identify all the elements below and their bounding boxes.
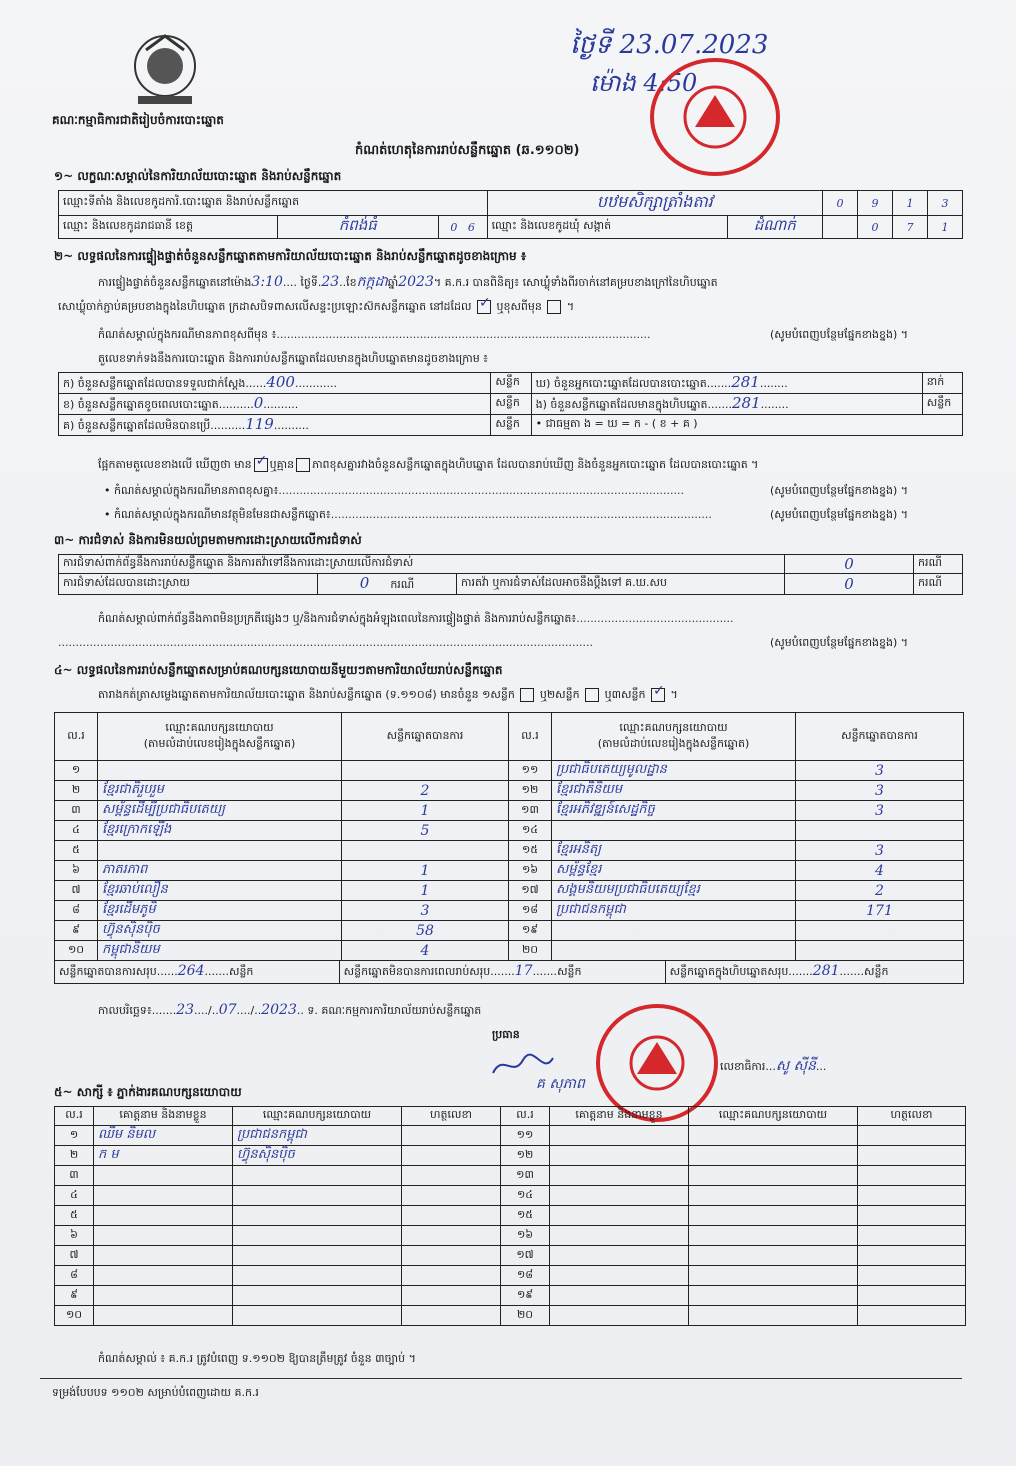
appeal-count: 0 [785, 574, 914, 595]
result-no: ៧ [55, 881, 98, 901]
province-value: កំពង់ធំ [278, 216, 439, 239]
result-no: ៩ [55, 921, 98, 941]
result-row [55, 761, 964, 781]
date-line: កាលបរិច្ឆេទ៖.......23..../..07..../..2023.. ទ. គណៈកម្មការការិយាល័យរាប់សន្លឹកឆ្នោត [98, 1002, 482, 1018]
note-hint: (សូមបំពេញបន្ថែមផ្នែកខាងខ្នង) ។ [770, 328, 909, 341]
result-no: ១១ [509, 761, 552, 781]
witness-row [55, 1146, 966, 1166]
witness-no: ៩ [55, 1286, 94, 1306]
col-party-sub: (តាមលំដាប់លេខរៀងក្នុងសន្លឹកឆ្នោត) [597, 736, 750, 750]
code-digit: 0 [823, 191, 858, 216]
witness-no: ៣ [55, 1166, 94, 1186]
chair-title: ប្រធាន [492, 1028, 520, 1041]
witness-name [550, 1226, 689, 1246]
result-no: ១៤ [509, 821, 552, 841]
commune-label: ឈ្មោះ និងលេខកូដឃុំ សង្កាត់ [487, 216, 727, 239]
witness-row [55, 1226, 966, 1246]
form-footer: ទម្រង់បែបបទ ១១០២ សម្រាប់បំពេញដោយ គ.ក.រ [52, 1386, 259, 1399]
irregularity-hint: (សូមបំពេញបន្ថែមផ្នែកខាងខ្នង) ។ [770, 636, 909, 649]
witness-name [550, 1246, 689, 1266]
section2-heading: ២~ លទ្ធផលនៃការផ្ទៀងផ្ទាត់ចំនួនសន្លឹកឆ្នោតតាមការិយាល័យបោះឆ្នោត និងរាប់សន្លឹកឆ្នោតដូចខាងក្រោម ៖ [54, 249, 527, 263]
code-digit: 0 [858, 216, 893, 239]
result-party: ប្រជាធិបតេយ្យមូលដ្ឋាន [552, 761, 796, 781]
result-no: ១៥ [509, 841, 552, 861]
bullet-difference-hint: (សូមបំពេញបន្ថែមផ្នែកខាងខ្នង) ។ [770, 484, 909, 497]
result-votes: 5 [342, 821, 509, 841]
witness-no: ១ [55, 1126, 94, 1146]
total-invalid-label: សន្លឹកឆ្នោតមិនបានការពេលរាប់សរុប [343, 965, 491, 978]
witness-signature [402, 1306, 501, 1326]
witness-signature [858, 1186, 966, 1206]
result-no: ២ [55, 781, 98, 801]
result-no: ១៣ [509, 801, 552, 821]
result-party: ខ្មែរជាតិនិយម [552, 781, 796, 801]
witness-no: ១០ [55, 1306, 94, 1326]
result-party: ខ្មែរក្រោកឡើង [98, 821, 342, 841]
witness-party [689, 1166, 858, 1186]
witness-no: ១៧ [501, 1246, 550, 1266]
footnote: កំណត់សម្គាល់ ៖ គ.ក.រ ត្រូវបំពេញ ទ.១១០២ ឱ្យបានត្រឹមត្រូវ ចំនួន ៣ច្បាប់ ។ [98, 1352, 416, 1365]
witness-table [54, 1106, 966, 1326]
witness-name [94, 1166, 233, 1186]
result-votes: 3 [796, 801, 964, 821]
witness-signature [402, 1286, 501, 1306]
witness-party [689, 1306, 858, 1326]
result-votes: 1 [342, 801, 509, 821]
irregularity-dots: ......................................................................................................................................................... [58, 636, 593, 649]
unit-label: ករណី [914, 574, 963, 595]
witness-row [55, 1126, 966, 1146]
col-no: ល.រ [55, 1107, 94, 1126]
witness-row [55, 1266, 966, 1286]
result-row [55, 881, 964, 901]
result-no: ១២ [509, 781, 552, 801]
bullet-foreign-hint: (សូមបំពេញបន្ថែមផ្នែកខាងខ្នង) ។ [770, 508, 909, 521]
witness-name [94, 1246, 233, 1266]
counts-table [58, 372, 963, 436]
code-digit: 7 [893, 216, 928, 239]
result-party: ហ៊្វុនស៊ិនប៉ិច [98, 921, 342, 941]
result-party: ប្រជាជនកម្ពុជា [552, 901, 796, 921]
result-votes: 3 [796, 781, 964, 801]
code-digit: 9 [858, 191, 893, 216]
col-party-sub: (តាមលំដាប់លេខរៀងក្នុងសន្លឹកឆ្នោត) [143, 736, 296, 750]
witness-party [689, 1126, 858, 1146]
section5-heading: ៥~ សាក្សី ៖ ភ្នាក់ងារគណបក្សនយោបាយ [54, 1085, 242, 1099]
objection-label: ការជំទាស់ពាក់ព័ន្ធនឹងការរាប់សន្លឹកឆ្នោត និងការតវ៉ាទៅនឹងការដោះស្រាយលើការជំទាស់ [59, 555, 785, 574]
result-votes [796, 821, 964, 841]
witness-party [689, 1186, 858, 1206]
witness-name [550, 1186, 689, 1206]
col-party: ឈ្មោះគណបក្សនយោបាយ [689, 1107, 858, 1126]
section2-paragraph2: សោឃ្លុំចាក់ភ្ជាប់គម្របខាងក្នុងនៃហិបឆ្នោត ក្រដាសបិទពាសលើសន្ទះប្រឡោះស៊កសន្លឹកឆ្នោត នៅដដែល ✓ ឬខុសពីមុន ។ [58, 300, 574, 316]
witness-party [689, 1246, 858, 1266]
count-row: ក) ចំនួនសន្លឹកឆ្នោតដែលបានទទួលជាក់ស្តែង......400............ សន្លឹក ឃ) ចំនួនអ្នកបោះឆ្នោតដែលបានបោះឆ្នោត.......281........ នាក់ [59, 373, 963, 394]
witness-signature [858, 1206, 966, 1226]
result-no: ២០ [509, 941, 552, 961]
witness-row [55, 1286, 966, 1306]
result-party: កម្ពុជានិយម [98, 941, 342, 961]
witness-signature [858, 1306, 966, 1326]
result-party: សង្គមនិយមប្រជាធិបតេយ្យខ្មែរ [552, 881, 796, 901]
witness-row [55, 1246, 966, 1266]
result-party: ភាតរភាព [98, 861, 342, 881]
result-party: ខ្មែរដើមភូមិ [98, 901, 342, 921]
witness-signature [858, 1166, 966, 1186]
result-no: ១០ [55, 941, 98, 961]
code-digit: 3 [928, 191, 963, 216]
checkbox-same[interactable] [477, 300, 491, 314]
witness-party [233, 1226, 402, 1246]
witness-no: ១៨ [501, 1266, 550, 1286]
witness-name [550, 1266, 689, 1286]
witness-party [233, 1166, 402, 1186]
result-votes [342, 761, 509, 781]
result-row [55, 801, 964, 821]
witness-signature [858, 1266, 966, 1286]
witness-party [233, 1266, 402, 1286]
witness-signature [402, 1266, 501, 1286]
col-party: ឈ្មោះគណបក្សនយោបាយ [233, 1107, 402, 1126]
witness-signature [858, 1286, 966, 1306]
col-sign: ហត្ថលេខា [402, 1107, 501, 1126]
result-votes: 58 [342, 921, 509, 941]
witness-signature [402, 1166, 501, 1186]
result-no: ១៦ [509, 861, 552, 881]
witness-row [55, 1166, 966, 1186]
result-party [552, 821, 796, 841]
bullet-foreign-object: • កំណត់សម្គាល់ក្នុងករណីមានវត្ថុមិនមែនជាសន្លឹកឆ្នោត៖............................................................................................................. [104, 508, 712, 521]
witness-no: ១៣ [501, 1166, 550, 1186]
witness-name [94, 1206, 233, 1226]
section1-table [58, 190, 963, 239]
witness-party [233, 1306, 402, 1326]
commune-value: ដំណាក់ [727, 216, 822, 239]
witness-name [550, 1306, 689, 1326]
witness-row [55, 1206, 966, 1226]
section2-paragraph1: ការផ្ទៀងផ្ទាត់ចំនួនសន្លឹកឆ្នោតនៅម៉ោង3:10.... ថ្ងៃទី.23..ខែកក្កដាឆ្នាំ2023។ គ.ក.រ បានពិនិត្យ៖ សោឃ្លុំទាំងពីរចាក់នៅគម្របខាងក្រៅនៃហិបឆ្នោត [98, 274, 718, 290]
committee-name: គណៈ​កម្មាធិការជាតិរៀបចំការបោះឆ្នោត [52, 113, 224, 127]
witness-party [689, 1146, 858, 1166]
witness-no: ២ [55, 1146, 94, 1166]
result-row [55, 841, 964, 861]
result-party: ខ្មែរអនិត្យ [552, 841, 796, 861]
section1-heading: ១~ លក្ខណៈសម្គាល់នៃការិយាល័យបោះឆ្នោត និងរាប់សន្លឹកឆ្នោត [54, 169, 342, 183]
count-row: ខ) ចំនួនសន្លឹកឆ្នោតខូចពេលបោះឆ្នោត..........0.......... សន្លឹក ង) ចំនួនសន្លឹកឆ្នោតដែលមានក្នុងហិបឆ្នោត.......281........ សន្លឹក [59, 394, 963, 415]
total-box: 281 [812, 963, 840, 979]
unit-label: ករណី [914, 555, 963, 574]
witness-name [550, 1126, 689, 1146]
witness-name [94, 1286, 233, 1306]
result-votes: 4 [342, 941, 509, 961]
result-no: ៤ [55, 821, 98, 841]
witness-party [233, 1206, 402, 1226]
witness-signature [402, 1146, 501, 1166]
witness-signature [858, 1126, 966, 1146]
result-votes: 2 [342, 781, 509, 801]
result-votes: 3 [342, 901, 509, 921]
witness-row [55, 1306, 966, 1326]
witness-row [55, 1186, 966, 1206]
witness-signature [858, 1246, 966, 1266]
bullet-difference: • កំណត់សម្គាល់ក្នុងករណីមានភាពខុសគ្នា៖.................................................................................................................... [104, 484, 684, 497]
sheet-count-line: តារាងកត់ត្រាសម្លេងឆ្នោតតាមការិយាល័យបោះឆ្នោត និងរាប់សន្លឹកឆ្នោត (ទ.១១០៨) មានចំនួន ១សន្លឹក ឬ២សន្លឹក ឬ៣សន្លឹក ✓ ។ [98, 688, 678, 704]
witness-no: ២០ [501, 1306, 550, 1326]
witness-party [689, 1286, 858, 1306]
witness-name: ក ម [94, 1146, 233, 1166]
checkbox-1-sheet[interactable] [520, 688, 534, 702]
result-votes [796, 941, 964, 961]
witness-party [689, 1206, 858, 1226]
handwritten-date: ថ្ងៃទី 23.07.2023 [570, 30, 769, 60]
col-no: ល.រ [55, 713, 98, 761]
result-no: ១៧ [509, 881, 552, 901]
witness-no: ១៦ [501, 1226, 550, 1246]
result-row [55, 781, 964, 801]
witness-name: ឈឹម និមល [94, 1126, 233, 1146]
result-row [55, 821, 964, 841]
col-name: គោត្តនាម និងនាមខ្លួន [550, 1107, 689, 1126]
result-party: សម្ព័ន្ធដើម្បីប្រជាធិបតេយ្យ [98, 801, 342, 821]
witness-signature [402, 1126, 501, 1146]
result-votes: 1 [342, 881, 509, 901]
result-votes: 4 [796, 861, 964, 881]
result-votes: 3 [796, 761, 964, 781]
code-digit: 1 [928, 216, 963, 239]
witness-name [94, 1186, 233, 1206]
nec-emblem-icon [128, 30, 202, 108]
col-sign: ហត្ថលេខា [858, 1107, 966, 1126]
witness-no: ៨ [55, 1266, 94, 1286]
province-label: ឈ្មោះ និងលេខកូដរាជធានី ខេត្ត [59, 216, 278, 239]
handwritten-time: ម៉ោង 4:50 [590, 69, 698, 97]
result-row [55, 861, 964, 881]
result-party: ខ្មែរអភិវឌ្ឍន៍សេដ្ឋកិច្ច [552, 801, 796, 821]
witness-signature [402, 1246, 501, 1266]
result-row [55, 921, 964, 941]
official-stamp-top [650, 58, 780, 176]
col-name: គោត្តនាម និងនាមខ្លួន [94, 1107, 233, 1126]
witness-name [550, 1146, 689, 1166]
witness-signature [858, 1226, 966, 1246]
witness-no: ៦ [55, 1226, 94, 1246]
code-digit: 1 [893, 191, 928, 216]
witness-party [689, 1266, 858, 1286]
witness-party: ហ៊្វុនស៊ិនប៉ិច [233, 1146, 402, 1166]
witness-name [94, 1226, 233, 1246]
checkbox-no-difference[interactable] [296, 458, 310, 472]
result-no: ១៩ [509, 921, 552, 941]
checkbox-different[interactable] [547, 300, 561, 314]
total-invalid: 17 [514, 963, 533, 979]
col-party: ឈ្មោះគណបក្សនយោបាយ [619, 720, 728, 734]
witness-party [689, 1226, 858, 1246]
witness-no: ៧ [55, 1246, 94, 1266]
total-valid-label: សន្លឹកឆ្នោតបានការសរុប [59, 965, 157, 978]
result-no: ១ [55, 761, 98, 781]
location-label: ឈ្មោះទីតាំង និងលេខកូដការិ.បោះឆ្នោត និងរាប់សន្លឹកឆ្នោត [59, 191, 488, 216]
note-line: កំណត់សម្គាល់ក្នុងករណីមានភាពខុសពីមុន ៖........................................................................................................... [98, 328, 651, 341]
witness-name [550, 1286, 689, 1306]
result-votes: 171 [796, 901, 964, 921]
witness-signature [858, 1146, 966, 1166]
count-row: គ) ចំនួនសន្លឹកឆ្នោតដែលមិនបានប្រើ..........119.......... សន្លឹក • ជាធម្មតា ង = ឃ = ក - ( ខ + គ ) [59, 415, 963, 436]
province-code: 6 [467, 220, 475, 234]
col-no: ល.រ [501, 1107, 550, 1126]
objections-table: ការជំទាស់ពាក់ព័ន្ធនឹងការរាប់សន្លឹកឆ្នោត និងការតវ៉ាទៅនឹងការដោះស្រាយលើការជំទាស់ 0 ករណី ការជំទាស់ដែលបានដោះស្រាយ 0 ករណី ការតវ៉ា ឬការជំទាស់ដែលអាចនឹងប្តឹងទៅ គ.ឃ.សប 0 ករណី [58, 554, 963, 595]
total-valid: 264 [177, 963, 205, 979]
witness-party [233, 1286, 402, 1306]
result-party [98, 761, 342, 781]
chair-name: គ សុភាព [536, 1076, 585, 1092]
discrepancy-line: ផ្អែកតាមតួលេខខាងលើ ឃើញថា មាន✓ ឬគ្មាន ភាពខុសគ្នារវាងចំនួនសន្លឹកឆ្នោតក្នុងហិបឆ្នោត ដែលបានរាប់ឃើញ និងចំនួនអ្នកបោះឆ្នោត ដែលបានបោះឆ្នោត ។ [98, 458, 758, 474]
witness-signature [402, 1206, 501, 1226]
result-no: ៣ [55, 801, 98, 821]
results-table: ល.រ ឈ្មោះគណបក្សនយោបាយ (តាមលំដាប់លេខរៀងក្នុងសន្លឹកឆ្នោត) សន្លឹកឆ្នោតបានការ ល.រ ឈ្មោះគណបក្សនយោបាយ (តាមលំដាប់លេខរៀងក្នុងសន្លឹកឆ្នោត) សន្លឹកឆ្នោតបានការ ១ ១១ ប្រជាធិបតេយ្យមូលដ្ឋាន 3 ២ ខ្មែរជាតិរួបរួម 2 ១២ ខ្មែរជាតិនិយម 3 ៣ សម្ព័ន្ធដើម្បីប្រជាធិបតេយ្យ 1 ១៣ ខ្មែរអភិវឌ្ឍន៍សេដ្ឋកិច្ច 3 ៤ ខ្មែរក្រោកឡើង 5 ១៤ ៥ ១៥ ខ្មែរអនិត្យ 3 ៦ ភាតរភាព 1 ១៦ សម្ព័ន្ធខ្មែរ 4 ៧ ខ្មែរឆាប់លឿន 1 ១៧ សង្គមនិយមប្រជាធិបតេយ្យខ្មែរ 2 ៨ ខ្មែរដើមភូមិ 3 ១៨ ប្រជាជនកម្ពុជា 171 ៩ ហ៊្វុនស៊ិនប៉ិច 58 ១៩ ១០ កម្ពុជានិយម 4 ២០ សន្លឹកឆ្នោតបានការសរុប......264.......សន្លឹក សន្លឹកឆ្នោតមិនបានការពេលរាប់សរុប.......17.......សន្លឹក សន្លឹកឆ្នោតក្នុងហិបឆ្នោតសរុប.......281.......សន្លឹក [54, 712, 964, 984]
official-stamp-bottom [596, 1004, 718, 1122]
province-code: 0 [450, 220, 458, 234]
col-no: ល.រ [509, 713, 552, 761]
appeal-label: ការតវ៉ា ឬការជំទាស់ដែលអាចនឹងប្តឹងទៅ គ.ឃ.សប [457, 574, 785, 595]
result-no: ៥ [55, 841, 98, 861]
result-row [55, 901, 964, 921]
witness-no: ១៩ [501, 1286, 550, 1306]
irregularity-note: កំណត់សម្គាល់ពាក់ព័ន្ធនឹងភាពមិនប្រក្រតីផ្សេងៗ ឬ/និងការជំទាស់ក្នុងអំឡុងពេលនៃការផ្ទៀងផ្ទាត់ និងការរាប់សន្លឹកឆ្នោត៖............................................. [98, 612, 734, 625]
witness-signature [402, 1186, 501, 1206]
result-votes [796, 921, 964, 941]
result-no: ១៨ [509, 901, 552, 921]
result-votes [342, 841, 509, 861]
section4-heading: ៤~ លទ្ធផលនៃការរាប់សន្លឹកឆ្នោតសម្រាប់គណបក្សនយោបាយនីមួយៗតាមការិយាល័យរាប់សន្លឹកឆ្នោត [54, 663, 503, 677]
col-votes: សន្លឹកឆ្នោតបានការ [796, 713, 964, 761]
checkbox-2-sheets[interactable] [585, 688, 599, 702]
witness-name [550, 1166, 689, 1186]
col-votes: សន្លឹកឆ្នោតបានការ [342, 713, 509, 761]
section3-heading: ៣~ ការជំទាស់ និងការមិនយល់ព្រមតាមការដោះស្រាយលើការជំទាស់ [54, 533, 362, 547]
result-party: ខ្មែរឆាប់លឿន [98, 881, 342, 901]
witness-no: ១៥ [501, 1206, 550, 1226]
witness-party [233, 1246, 402, 1266]
result-votes: 2 [796, 881, 964, 901]
result-party [552, 941, 796, 961]
witness-no: ៤ [55, 1186, 94, 1206]
col-party: ឈ្មោះគណបក្សនយោបាយ [165, 720, 274, 734]
result-party [98, 841, 342, 861]
result-party [552, 921, 796, 941]
result-votes: 3 [796, 841, 964, 861]
result-votes: 1 [342, 861, 509, 881]
resolved-count: 0 [359, 574, 370, 592]
numbers-intro: តួលេខទាក់ទងនឹងការបោះឆ្នោត និងការរាប់សន្លឹកឆ្នោតដែលមានក្នុងហិបឆ្នោតមានដូចខាងក្រោម ៖ [98, 352, 489, 365]
witness-party [233, 1186, 402, 1206]
location-value: បឋមសិក្សាត្រាំងតាវ [487, 191, 822, 216]
witness-no: ១៤ [501, 1186, 550, 1206]
witness-name [550, 1206, 689, 1226]
result-no: ៦ [55, 861, 98, 881]
resolved-label: ការជំទាស់ដែលបានដោះស្រាយ [59, 574, 318, 595]
witness-signature [402, 1226, 501, 1246]
witness-no: ១១ [501, 1126, 550, 1146]
result-party: សម្ព័ន្ធខ្មែរ [552, 861, 796, 881]
result-no: ៨ [55, 901, 98, 921]
result-party: ខ្មែរជាតិរួបរួម [98, 781, 342, 801]
witness-no: ១២ [501, 1146, 550, 1166]
checkbox-3-sheets[interactable] [651, 688, 665, 702]
total-box-label: សន្លឹកឆ្នោតក្នុងហិបឆ្នោតសរុប [669, 965, 789, 978]
secretary-line: លេខាធិការ...សូ ស៊ីនី... [720, 1058, 827, 1074]
checkbox-has-difference[interactable] [254, 458, 268, 472]
result-row [55, 941, 964, 961]
witness-no: ៥ [55, 1206, 94, 1226]
witness-party: ប្រជាជនកម្ពុជា [233, 1126, 402, 1146]
witness-name [94, 1266, 233, 1286]
form-title: កំណត់ហេតុនៃការរាប់សន្លឹកឆ្នោត (ឆ.១១០២) [355, 143, 580, 158]
witness-name [94, 1306, 233, 1326]
objection-count: 0 [785, 555, 914, 574]
